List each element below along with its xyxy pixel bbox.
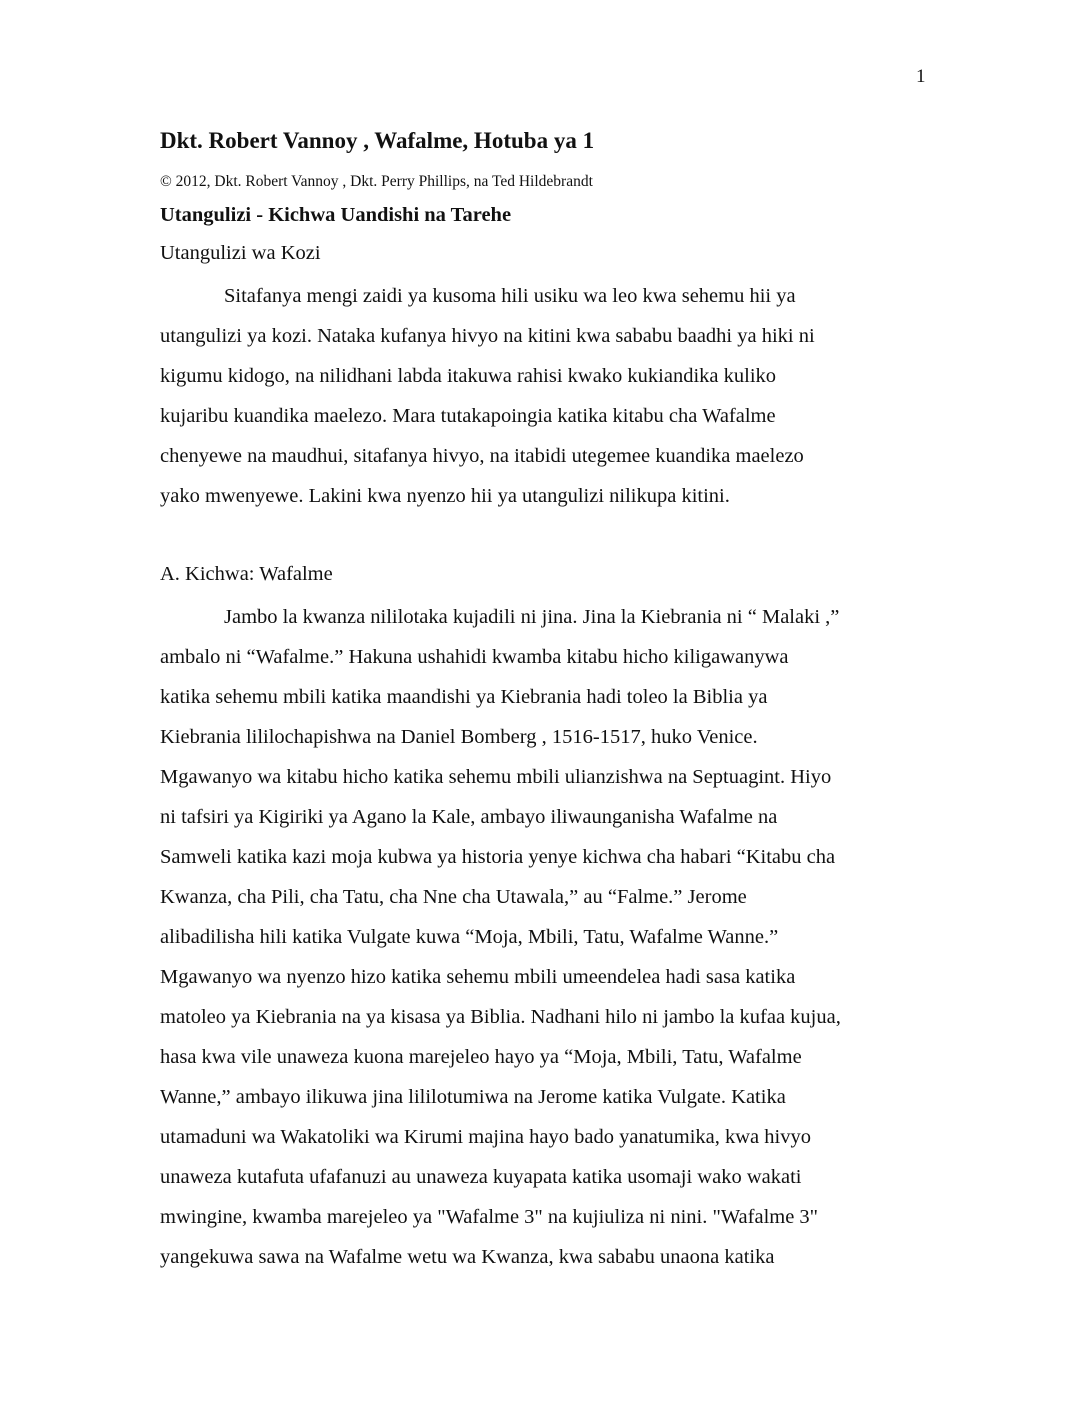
section-heading: Utangulizi - Kichwa Uandishi na Tarehe [160, 204, 512, 226]
subheading-course-intro: Utangulizi wa Kozi [160, 242, 321, 264]
paragraph-line: katika sehemu mbili katika maandishi ya Kiebrania hadi toleo la Biblia ya [160, 686, 768, 708]
paragraph-line: utamaduni wa Wakatoliki wa Kirumi majina hayo bado yanatumika, kwa hivyo [160, 1126, 811, 1148]
paragraph-line: Samweli katika kazi moja kubwa ya historia yenye kichwa cha habari “Kitabu cha [160, 846, 836, 868]
intro-paragraph [160, 276, 932, 516]
page-number: 1 [916, 66, 926, 87]
document-title: Dkt. Robert Vannoy , Wafalme, Hotuba ya 1 [160, 128, 595, 153]
paragraph-line: Kiebrania lililochapishwa na Daniel Bomberg , 1516-1517, huko Venice. [160, 726, 758, 748]
paragraph-line: matoleo ya Kiebrania na ya kisasa ya Biblia. Nadhani hilo ni jambo la kufaa kujua, [160, 1006, 841, 1028]
paragraph-line: kigumu kidogo, na nilidhani labda itakuwa rahisi kwako kukiandika kuliko [160, 365, 777, 387]
paragraph-line: Jambo la kwanza nililotaka kujadili ni jina. Jina la Kiebrania ni “ Malaki ,” [224, 606, 840, 628]
paragraph-line: Mgawanyo wa nyenzo hizo katika sehemu mbili umeendelea hadi sasa katika [160, 966, 796, 988]
paragraph-line: alibadilisha hili katika Vulgate kuwa “Moja, Mbili, Tatu, Wafalme Wanne.” [160, 926, 779, 948]
paragraph-line: Sitafanya mengi zaidi ya kusoma hili usiku wa leo kwa sehemu hii ya [224, 285, 796, 307]
paragraph-line: Wanne,” ambayo ilikuwa jina lililotumiwa na Jerome katika Vulgate. Katika [160, 1086, 786, 1108]
paragraph-line: yako mwenyewe. Lakini kwa nyenzo hii ya utangulizi nilikupa kitini. [160, 485, 730, 507]
subheading-title-section: A. Kichwa: Wafalme [160, 563, 333, 585]
paragraph-line: utangulizi ya kozi. Nataka kufanya hivyo na kitini kwa sababu baadhi ya hiki ni [160, 325, 815, 347]
paragraph-line: hasa kwa vile unaweza kuona marejeleo hayo ya “Moja, Mbili, Tatu, Wafalme [160, 1046, 802, 1068]
title-section-paragraph [160, 597, 932, 1277]
paragraph-line: ni tafsiri ya Kigiriki ya Agano la Kale, ambayo iliwaunganisha Wafalme na [160, 806, 778, 828]
copyright-line: © 2012, Dkt. Robert Vannoy , Dkt. Perry Phillips, na Ted Hildebrandt [160, 173, 593, 190]
paragraph-line: Mgawanyo wa kitabu hicho katika sehemu mbili ulianzishwa na Septuagint. Hiyo [160, 766, 832, 788]
paragraph-line: yangekuwa sawa na Wafalme wetu wa Kwanza, kwa sababu unaona katika [160, 1246, 775, 1268]
paragraph-line: mwingine, kwamba marejeleo ya "Wafalme 3" na kujiuliza ni nini. "Wafalme 3" [160, 1206, 819, 1228]
paragraph-line: unaweza kutafuta ufafanuzi au unaweza kuyapata katika usomaji wako wakati [160, 1166, 802, 1188]
paragraph-line: kujaribu kuandika maelezo. Mara tutakapoingia katika kitabu cha Wafalme [160, 405, 776, 427]
paragraph-line: ambalo ni “Wafalme.” Hakuna ushahidi kwamba kitabu hicho kiligawanywa [160, 646, 789, 668]
paragraph-line: chenyewe na maudhui, sitafanya hivyo, na itabidi utegemee kuandika maelezo [160, 445, 804, 467]
paragraph-line: Kwanza, cha Pili, cha Tatu, cha Nne cha Utawala,” au “Falme.” Jerome [160, 886, 747, 908]
